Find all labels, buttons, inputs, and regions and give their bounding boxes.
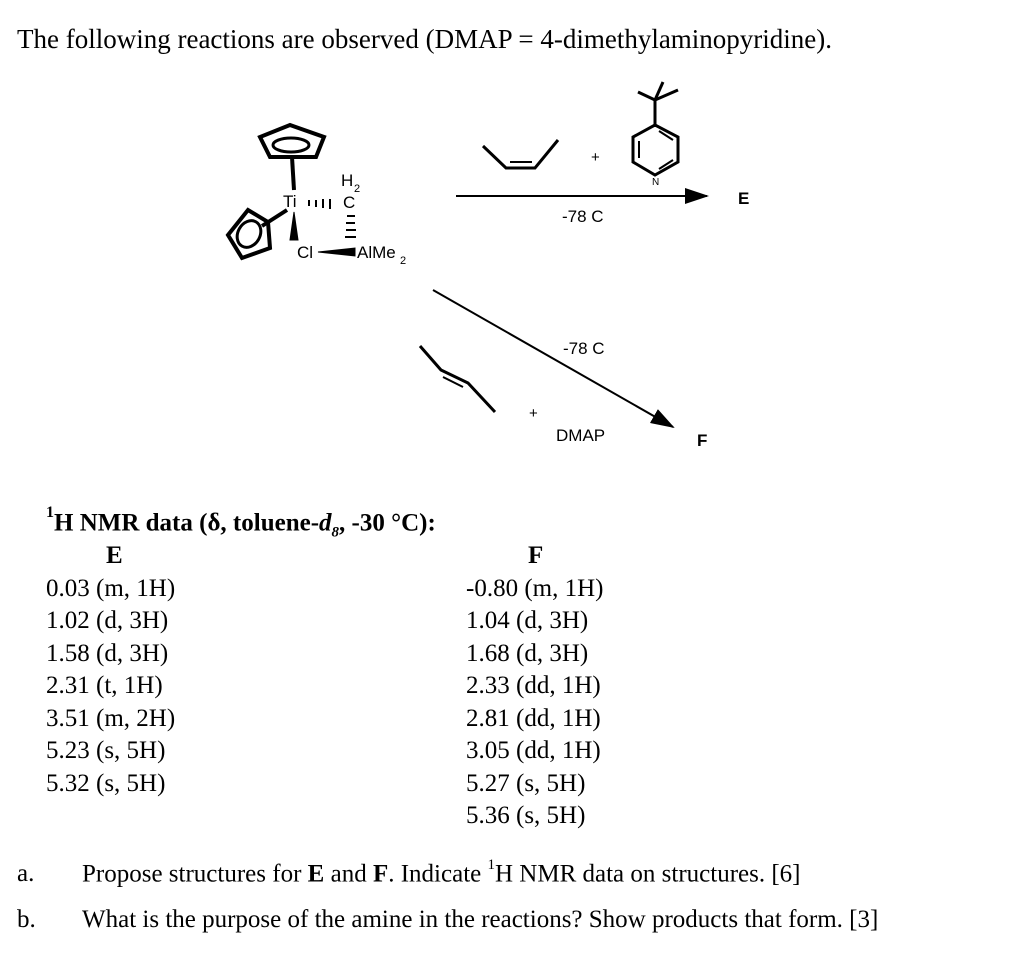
nmr-peak: 0.03 (m, 1H) bbox=[46, 574, 176, 602]
upper-reaction bbox=[456, 82, 749, 226]
ch2-al-hash-bond bbox=[345, 216, 356, 237]
question-a-bold-f: F bbox=[372, 860, 389, 888]
question-a-superscript: 1 bbox=[487, 857, 495, 873]
nmr-peak: 5.32 (s, 5H) bbox=[46, 769, 166, 797]
ti-ch2-hash-bond bbox=[309, 199, 330, 209]
upper-plus-sign: + bbox=[591, 149, 600, 166]
nmr-peak: 5.36 (s, 5H) bbox=[466, 802, 586, 829]
nmr-peak: 1.68 (d, 3H) bbox=[466, 639, 589, 667]
question-b-text: What is the purpose of the amine in the reactions? Show products that form. [3] bbox=[82, 906, 879, 933]
nmr-title-main: H NMR data (δ, toluene- bbox=[54, 509, 320, 537]
nmr-peak: 5.27 (s, 5H) bbox=[466, 769, 586, 797]
nmr-column-e-header: E bbox=[106, 542, 123, 569]
reaction-scheme bbox=[0, 80, 1016, 480]
question-a-text-and: and bbox=[324, 860, 373, 888]
nmr-peak: 2.81 (dd, 1H) bbox=[466, 704, 601, 732]
nmr-column-f-header: F bbox=[528, 542, 544, 569]
nmr-column-f bbox=[466, 540, 603, 833]
cis-2-butene-structure bbox=[483, 140, 558, 168]
al-label: AlMe bbox=[357, 243, 396, 262]
nmr-peak: 5.23 (s, 5H) bbox=[46, 737, 166, 764]
ch2-h-subscript: 2 bbox=[354, 183, 361, 195]
tert-butylpyridine-structure bbox=[633, 82, 678, 175]
lower-condition-top: -78 C bbox=[563, 339, 605, 358]
cyclopentadienyl-ring-top bbox=[260, 125, 324, 190]
nmr-title-superscript: 1 bbox=[46, 504, 54, 521]
lower-condition-bottom: DMAP bbox=[556, 426, 606, 445]
ch2-c-label: C bbox=[343, 193, 356, 212]
question-a-text-end: H NMR data on structures. [6] bbox=[495, 860, 801, 888]
nmr-peak: 3.51 (m, 2H) bbox=[46, 704, 176, 732]
upper-condition: -78 C bbox=[562, 207, 604, 226]
lower-reaction-arrow bbox=[433, 290, 673, 427]
question-a-text-start: Propose structures for bbox=[82, 860, 308, 888]
trans-2-butene-structure bbox=[420, 346, 495, 412]
nmr-peak: -0.80 (m, 1H) bbox=[466, 574, 604, 602]
nmr-peak: 3.05 (dd, 1H) bbox=[466, 737, 601, 764]
intro-text: The following reactions are observed (DMAP = 4-dimethylaminopyridine). bbox=[17, 24, 833, 54]
product-e-label: E bbox=[738, 189, 750, 208]
nmr-title-solvent-subscript: 8 bbox=[331, 524, 340, 541]
cyclopentadienyl-ring-bottom bbox=[228, 210, 287, 258]
nmr-peak: 1.02 (d, 3H) bbox=[46, 607, 169, 634]
ch2-h-label: H bbox=[341, 171, 354, 190]
cl-label: Cl bbox=[297, 243, 314, 262]
nmr-title-solvent-d: d bbox=[319, 509, 332, 537]
pyridine-n-label: N bbox=[652, 177, 660, 188]
nmr-peak: 1.04 (d, 3H) bbox=[466, 607, 589, 634]
question-a-label: a. bbox=[17, 860, 35, 888]
nmr-column-e bbox=[46, 540, 175, 800]
nmr-title-conditions: , -30 °C): bbox=[339, 509, 436, 537]
nmr-data-title bbox=[46, 504, 436, 541]
ti-label: Ti bbox=[283, 192, 297, 211]
nmr-peak: 2.31 (t, 1H) bbox=[46, 672, 163, 699]
question-a-bold-e: E bbox=[307, 860, 325, 888]
question-a-text-indicate: . Indicate bbox=[388, 860, 488, 888]
ti-cl-wedge bbox=[290, 212, 298, 240]
question-b-label: b. bbox=[17, 906, 36, 933]
lower-reaction bbox=[420, 290, 707, 450]
lower-plus-sign: + bbox=[529, 405, 538, 422]
nmr-peak: 2.33 (dd, 1H) bbox=[466, 672, 601, 699]
nmr-peak: 1.58 (d, 3H) bbox=[46, 639, 169, 667]
question-b bbox=[17, 906, 878, 934]
cl-al-wedge bbox=[318, 248, 355, 256]
product-f-label: F bbox=[697, 431, 708, 450]
question-a bbox=[17, 857, 801, 888]
al-subscript: 2 bbox=[400, 255, 407, 267]
